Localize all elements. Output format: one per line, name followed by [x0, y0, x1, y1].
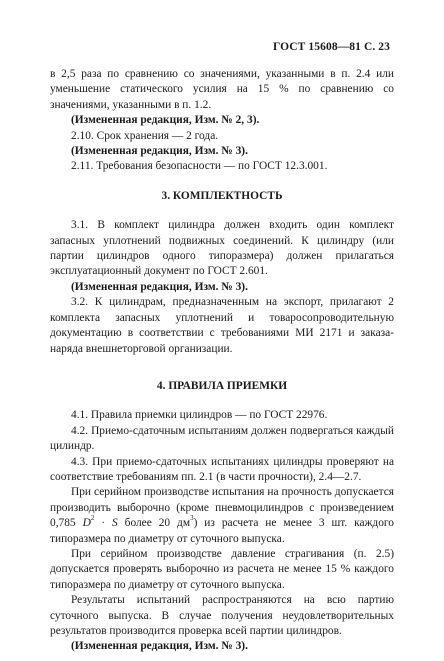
- paragraph-4-1: 4.1. Правила приемки цилиндров — по ГОСТ 22976.: [71, 409, 328, 422]
- paragraph-2-11: 2.11. Требования безопасности — по ГОСТ 12.3.001.: [71, 160, 328, 173]
- paragraph-3-1: 3.1. В комплект цилиндра должен входить один комплект запасных уплотнений подвижных соединений. К цилиндру (или партии цилиндров одного типоразмера) должен прилагаться эксплуатационный документ по ГОСТ 2.601.: [50, 219, 394, 278]
- paragraph-continuation: в 2,5 раза по сравнению со значениями, указанными в п. 2.4 или уменьшение статического усилия на 15 % по сравнению со значениями, указанными в п. 1.2.: [50, 68, 394, 111]
- paragraph-results: Результаты испытаний распространяются на всю партию суточного выпуска. В случае получения неудовлетворительных результатов производится проверка всей партии цилиндров.: [50, 594, 394, 637]
- amendment-note: (Измененная редакция, Изм. № 2, 3).: [71, 114, 260, 127]
- page-header: ГОСТ 15608—81 С. 23: [272, 41, 390, 53]
- section-title-acceptance-rules: 4. ПРАВИЛА ПРИЕМКИ: [156, 379, 288, 392]
- paragraph-3-2: 3.2. К цилиндрам, предназначенным на экспорт, прилагают 2 комплекта запасных уплотнений и товаросопроводительную документацию в соответствии с требованиями МИ 2171 и заказа-наряда внешнеторговой организации.: [50, 296, 394, 355]
- paragraph-serial-strength: При серийном производстве испытания на прочность допускается производить выборочно (кроме пневмоцилиндров с произведением 0,785 $D^2 \cdot S$ более 20 $дм^3$) из расчета не менее 3 шт. каждого типоразмера по диаметру от суточного выпуска.: [50, 486, 394, 545]
- paragraph-2-10: 2.10. Срок хранения — 2 года.: [71, 129, 219, 142]
- amendment-note: (Измененная редакция, Изм. № 3).: [71, 640, 248, 653]
- paragraph-4-3: 4.3. При приемо-сдаточных испытаниях цилиндры проверяют на соответствие требованиям пп. 2.1 (в части прочности), 2.4—2.7.: [50, 455, 394, 483]
- text-column: [50, 67, 394, 655]
- paragraph-serial-breakaway: При серийном производстве давление страгивания (п. 2.5) допускается проверять выборочно из расчета не менее 15 % каждого типоразмера по диаметру от суточного выпуска.: [50, 547, 394, 591]
- section-title-completeness: 3. КОМПЛЕКТНОСТЬ: [161, 189, 283, 202]
- amendment-note: (Измененная редакция, Изм. № 3).: [71, 145, 248, 158]
- paragraph-4-2: 4.2. Приемо-сдаточным испытаниям должен подвергаться каждый цилиндр.: [50, 424, 394, 453]
- amendment-note: (Измененная редакция, Изм. № 3).: [71, 280, 248, 293]
